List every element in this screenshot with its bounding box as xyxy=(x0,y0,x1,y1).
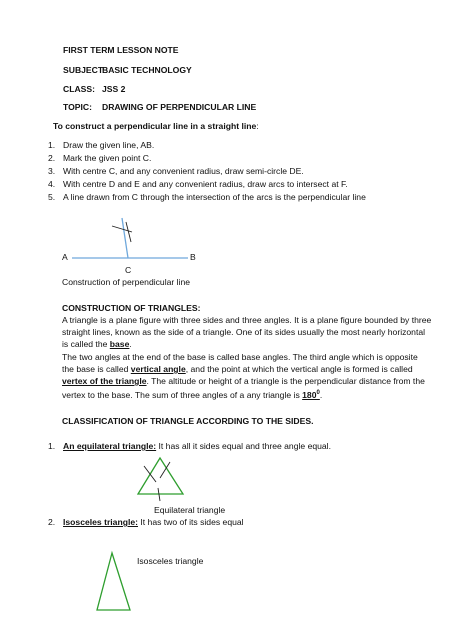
list-item xyxy=(48,441,331,451)
type-description: It has two of its sides equal xyxy=(138,517,244,527)
type-description: It has all it sides equal and three angle equal. xyxy=(156,441,331,451)
angles-paragraph xyxy=(62,351,432,401)
para1-end: . xyxy=(129,339,132,349)
type-number: 2. xyxy=(48,517,56,527)
step-text: A line drawn from C through the intersection of the arcs is the perpendicular line xyxy=(63,192,366,202)
para2-text-2: , and the point at which the vertical angle is formed is called xyxy=(185,364,413,374)
topic-value: DRAWING OF PERPENDICULAR LINE xyxy=(102,102,257,112)
term-vertical-angle: vertical angle xyxy=(130,364,186,374)
doc-title: FIRST TERM LESSON NOTE xyxy=(63,45,179,55)
step-text: Mark the given point C. xyxy=(63,153,152,163)
step-number: 5. xyxy=(48,192,56,202)
para2-text-1: The two angles at the end of the base is called base angles. The third angle which is opposite the base is called xyxy=(62,352,418,374)
triangles-heading: CONSTRUCTION OF TRIANGLES: xyxy=(62,303,201,313)
step-text: Draw the given line, AB. xyxy=(63,140,155,150)
para2-end: . xyxy=(319,389,323,400)
classification-heading: CLASSIFICATION OF TRIANGLE ACCORDING TO THE SIDES. xyxy=(62,416,314,426)
step-number: 2. xyxy=(48,153,56,163)
list-item xyxy=(48,517,244,527)
class-label: CLASS: xyxy=(63,84,95,94)
para2-text-3: . The altitude or height of a triangle is the perpendicular distance from the vertex to the base. The sum of three angles of a any triangle is xyxy=(62,376,425,400)
class-value: JSS 2 xyxy=(102,84,126,94)
label-c: C xyxy=(125,265,132,275)
step-number: 3. xyxy=(48,166,56,176)
equal-mark-2 xyxy=(160,462,170,478)
equilateral-caption: Equilateral triangle xyxy=(154,505,226,515)
subject-label: SUBJECT: xyxy=(63,65,106,75)
figure-caption: Construction of perpendicular line xyxy=(62,277,191,287)
step-text: With centre C, and any convenient radius, draw semi-circle DE. xyxy=(63,166,304,176)
isosceles-triangle xyxy=(97,553,130,610)
angle-sum xyxy=(302,389,323,400)
type-name: Isosceles triangle: xyxy=(63,517,138,527)
arc-mark-e xyxy=(126,222,131,242)
term-vertex: vertex of the triangle xyxy=(62,376,147,386)
definition-paragraph xyxy=(62,314,432,350)
step-number: 4. xyxy=(48,179,56,189)
topic-label: TOPIC: xyxy=(63,102,92,112)
label-a: A xyxy=(62,252,68,262)
perpendicular-line xyxy=(122,218,128,258)
label-b: B xyxy=(190,252,196,262)
construct-heading-text: To construct a perpendicular line in a straight line xyxy=(53,121,257,131)
angle-sum-value: 180 xyxy=(302,389,317,400)
subject-value: BASIC TECHNOLOGY xyxy=(102,65,192,75)
para1-text: A triangle is a plane figure with three sides and three angles. It is a plane figure bounded by three straight lines, known as the side of a triangle. One of its sides usually the most nearly horizontal is called the xyxy=(62,315,432,349)
construct-heading-colon: : xyxy=(256,121,259,131)
term-base: base xyxy=(109,339,130,349)
arc-mark-d xyxy=(112,226,132,232)
type-number: 1. xyxy=(48,441,56,451)
type-name: An equilateral triangle: xyxy=(63,441,157,451)
degree-symbol: 0 xyxy=(316,390,320,396)
equilateral-triangle xyxy=(138,458,183,494)
isosceles-caption: Isosceles triangle xyxy=(137,556,204,566)
step-number: 1. xyxy=(48,140,56,150)
step-text: With centre D and E and any convenient radius, draw arcs to intersect at F. xyxy=(63,179,348,189)
